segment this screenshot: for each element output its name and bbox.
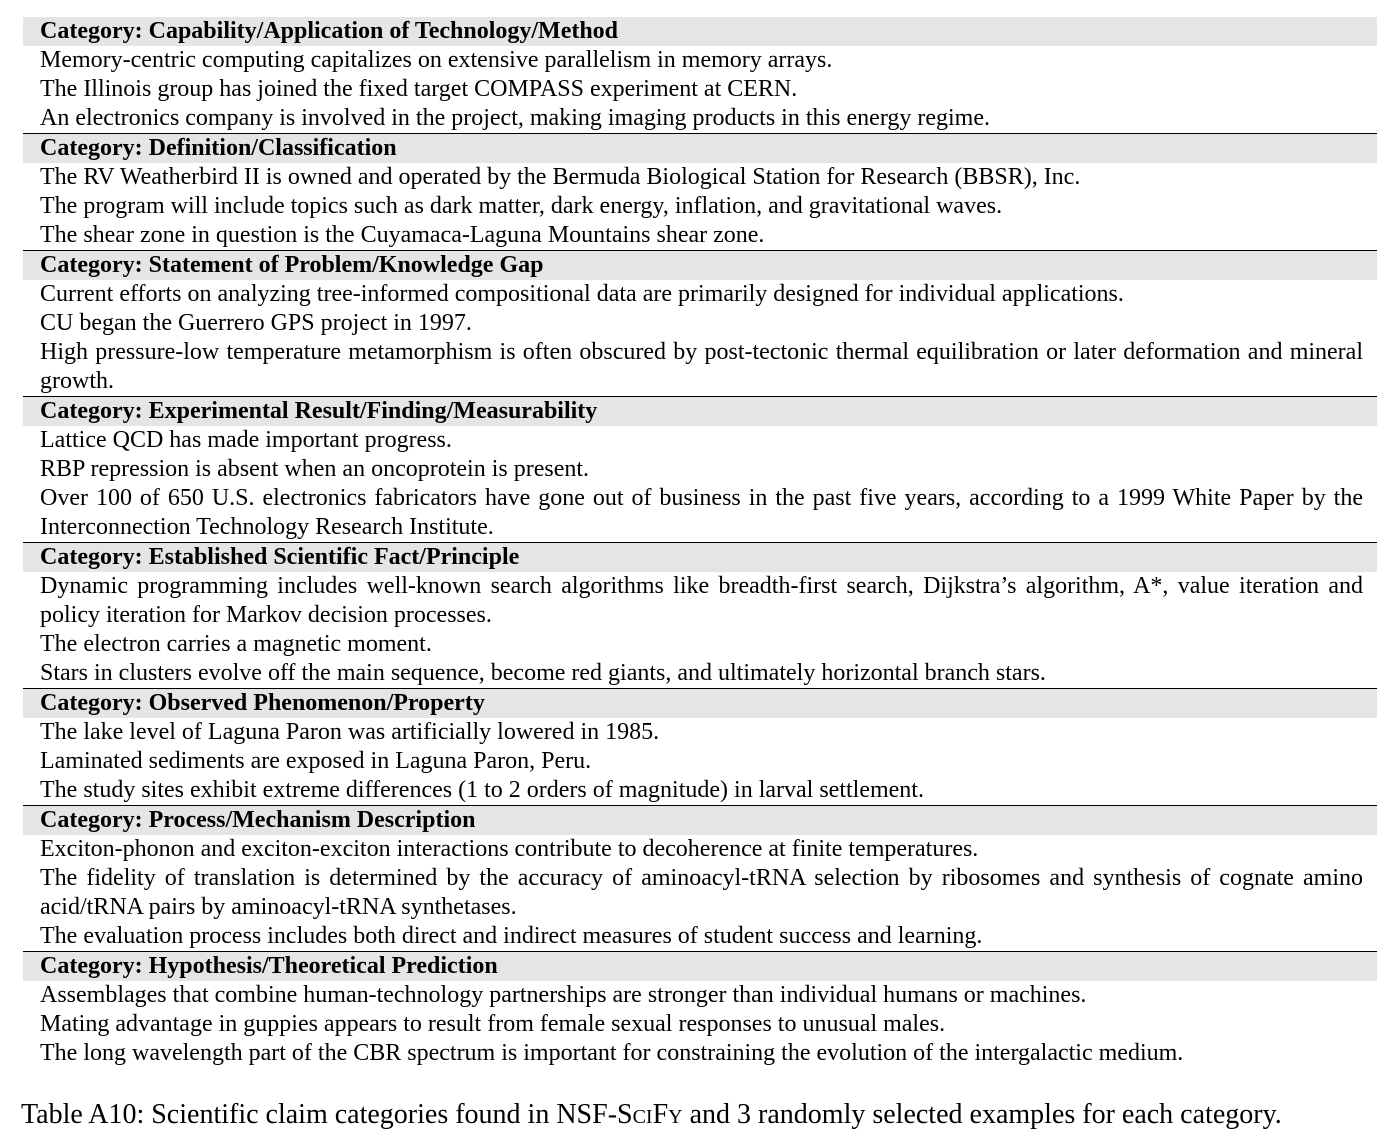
claim-list bbox=[23, 835, 1377, 951]
claim-list bbox=[23, 163, 1377, 250]
claim-example: The long wavelength part of the CBR spectrum is important for constraining the evolution of the intergalactic medium. bbox=[40, 1040, 1184, 1066]
category-header: Category: Experimental Result/Finding/Measurability bbox=[23, 397, 1377, 426]
claim-example: Memory-centric computing capitalizes on extensive parallelism in memory arrays. bbox=[40, 47, 833, 73]
claim-example: The lake level of Laguna Paron was artificially lowered in 1985. bbox=[40, 719, 660, 745]
category-header: Category: Capability/Application of Technology/Method bbox=[23, 17, 1377, 46]
claim-example: The fidelity of translation is determined by the accuracy of aminoacyl-tRNA selection by ribosomes and synthesis of cognate amino acid/tRNA pairs by aminoacyl-tRNA synthetases. bbox=[40, 865, 1363, 920]
claim-list bbox=[23, 426, 1377, 542]
category-block bbox=[23, 17, 1377, 134]
claim-example: The study sites exhibit extreme differences (1 to 2 orders of magnitude) in larval settlement. bbox=[40, 777, 924, 803]
caption-prefix: Table A10: Scientific claim categories found in NSF- bbox=[21, 1099, 618, 1130]
claim-list bbox=[23, 46, 1377, 133]
claim-example: Lattice QCD has made important progress. bbox=[40, 427, 452, 453]
claim-example: Dynamic programming includes well-known search algorithms like breadth-first search, Dijkstra’s algorithm, A*, value iteration and policy iteration for Markov decision processes. bbox=[40, 573, 1363, 628]
category-header: Category: Hypothesis/Theoretical Prediction bbox=[23, 952, 1377, 981]
claim-example: Mating advantage in guppies appears to result from female sexual responses to unusual males. bbox=[40, 1011, 946, 1037]
claim-example: RBP repression is absent when an oncoprotein is present. bbox=[40, 456, 590, 482]
claim-list bbox=[23, 280, 1377, 396]
claim-example: Over 100 of 650 U.S. electronics fabricators have gone out of business in the past five years, according to a 1999 White Paper by the Interconnection Technology Research Institute. bbox=[40, 485, 1363, 540]
claim-example: High pressure-low temperature metamorphism is often obscured by post-tectonic thermal equilibration or later deformation and mineral growth. bbox=[40, 339, 1363, 394]
claim-example: Stars in clusters evolve off the main sequence, become red giants, and ultimately horizontal branch stars. bbox=[40, 660, 1046, 686]
caption-dataset-name: SciFy bbox=[617, 1099, 683, 1130]
category-header: Category: Process/Mechanism Description bbox=[23, 806, 1377, 835]
category-block bbox=[23, 952, 1377, 1068]
claim-example: The program will include topics such as dark matter, dark energy, inflation, and gravitational waves. bbox=[40, 193, 1003, 219]
claim-example: Exciton-phonon and exciton-exciton interactions contribute to decoherence at finite temperatures. bbox=[40, 836, 979, 862]
table-caption bbox=[21, 1098, 1391, 1132]
claim-example: Laminated sediments are exposed in Laguna Paron, Peru. bbox=[40, 748, 592, 774]
category-header: Category: Definition/Classification bbox=[23, 134, 1377, 163]
claim-example: An electronics company is involved in the project, making imaging products in this energy regime. bbox=[40, 105, 991, 131]
category-block bbox=[23, 689, 1377, 806]
claim-list bbox=[23, 718, 1377, 805]
category-header: Category: Established Scientific Fact/Principle bbox=[23, 543, 1377, 572]
claim-example: Assemblages that combine human-technology partnerships are stronger than individual humans or machines. bbox=[40, 982, 1087, 1008]
category-block bbox=[23, 251, 1377, 397]
claim-list bbox=[23, 981, 1377, 1068]
claim-example: CU began the Guerrero GPS project in 1997. bbox=[40, 310, 472, 336]
category-block bbox=[23, 134, 1377, 251]
claim-example: Current efforts on analyzing tree-informed compositional data are primarily designed for individual applications. bbox=[40, 281, 1124, 307]
claim-list bbox=[23, 572, 1377, 688]
claim-example: The evaluation process includes both direct and indirect measures of student success and learning. bbox=[40, 923, 983, 949]
category-block bbox=[23, 806, 1377, 952]
claim-example: The shear zone in question is the Cuyamaca-Laguna Mountains shear zone. bbox=[40, 222, 765, 248]
claim-category-table bbox=[23, 17, 1377, 1068]
caption-suffix: and 3 randomly selected examples for each category. bbox=[682, 1099, 1282, 1130]
category-block bbox=[23, 397, 1377, 543]
category-header: Category: Statement of Problem/Knowledge Gap bbox=[23, 251, 1377, 280]
category-header: Category: Observed Phenomenon/Property bbox=[23, 689, 1377, 718]
claim-example: The electron carries a magnetic moment. bbox=[40, 631, 432, 657]
claim-example: The Illinois group has joined the fixed target COMPASS experiment at CERN. bbox=[40, 76, 798, 102]
claim-example: The RV Weatherbird II is owned and operated by the Bermuda Biological Station for Research (BBSR), Inc. bbox=[40, 164, 1081, 190]
category-block bbox=[23, 543, 1377, 689]
